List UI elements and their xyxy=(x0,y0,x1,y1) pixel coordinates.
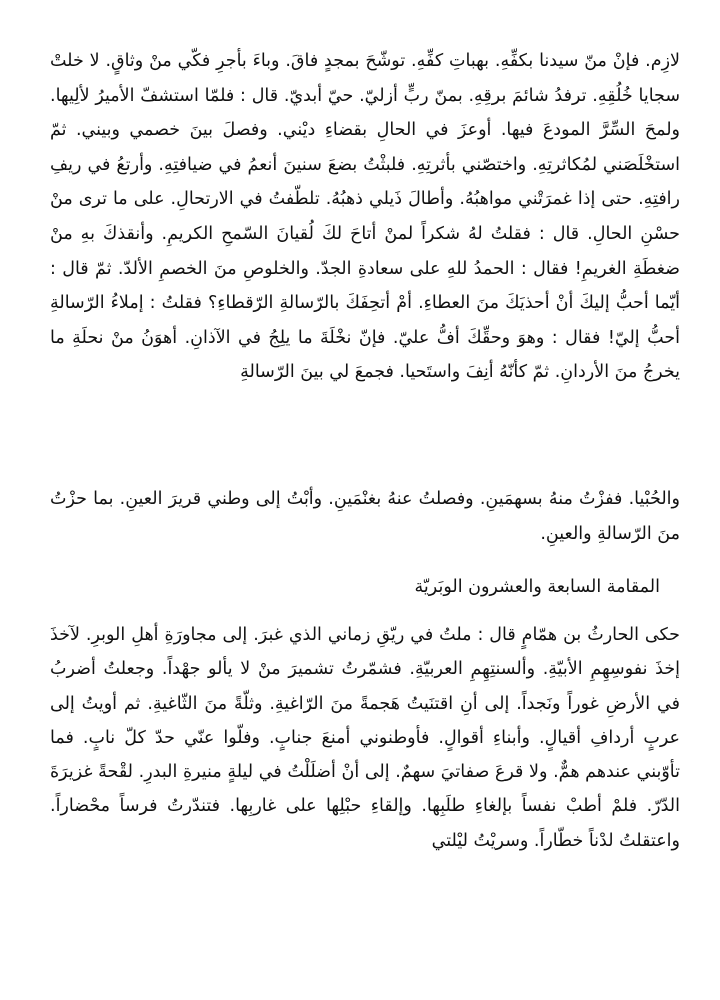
paragraph-3: حكى الحارثُ بن همّامٍ قال : ملتُ في ريّقِ زماني الذي غبرَ. إلى مجاورَةِ أهلِ الوبرِ. لآخذَ إخذَ نفوسِهِمِ الأبيّةِ. وألسنتِهِمِ العربيّةِ. فشمّرتُ تشميرَ منْ لا يألو جهْداً. وجعلتُ أضربُ في الأرضِ غوراً ونَجداً. إلى أنِ اقتنَيتُ هَجمةً منَ الرّاغيةِ. وثلّةً منَ الثّاغيةِ. ثم أويتُ إلى عربٍ أردافِ أقيالٍ. وأبناءِ أقوالٍ. فأوطنوني أمنعَ جنابٍ. وفلّوا عنّي حدّ كلّ نابٍ. فما تأوّبني عندهم همٌّ. ولا قرعَ صفاتيَ سهمٌ. إلى أنْ أضلَلْتُ في ليلةٍ منيرةِ البدرِ. لقْحةً غزيرَةَ الدّرّ. فلمْ أطبْ نفساً بإلغاءِ طلَبِها. وإلقاءِ حبْلِها على غاربِها. فتندّرتُ فرساً محْضاراً. واعتقلتُ لدْناً خطّاراً. وسريْتُ ليْلتي xyxy=(50,625,680,851)
paragraph-1: لازِم. فإنْ منّ سيدنا بكفِّهِ. بهباتِ كفِّهِ. توشّحَ بمجدٍ فاقَ. وباءَ بأجرِ فكّي منْ وثاقٍ. لا خلتْ سجايا خُلُقِهِ. ترفدُ شائمَ برقِهِ. بمنّ ربٍّ أزليّ. حيّ أبديّ. قال : فلمّا استشفّ الأميرُ لألِيها. ولمحَ السِّرَّ المودعَ فيها. أوعزَ في الحالِ بقضاءِ ديْني. وفصلَ بينَ خصمي وبيني. ثمّ استخْلَصَني لمُكاثرتِهِ. واختصّني بأثرتِهِ. فلبثْتُ بضعَ سنينَ أنعمُ في ضيافتِهِ. وأرتعُ في ريفِ رافتِهِ. حتى إذا غمرَتْني مواهبُهُ. وأطالَ ذَيلي ذهبُهُ. تلطّفتُ في الارتحالِ. على ما ترى منْ حسْنِ الحالِ. قال : فقلتُ لهُ شكراً لمنْ أتاحَ لكَ لُقيانَ السّمحِ الكريمِ. وأنقذكَ بهِ منْ ضغطَةِ الغريمِ! فقال : الحمدُ للهِ على سعادةِ الجدّ. والخلوصِ منَ الخصمِ الألدّ. ثمّ قال : أيّما أحبُّ إليكَ أنْ أحذيَكَ منَ العطاءِ. أمْ أتحِفَكَ بالرّسالةِ الرّقطاءِ؟ فقلتُ : إملاءُ الرّسالةِ أحبُّ إليّ! فقال : وهوَ وحقِّكَ أفُّ عليّ. فإنّ نخْلَةَ ما يلِجُ في الآذانِ. أهوَنُ منْ نحلَةِ ما يخرجُ منَ الأردانِ. ثمّ كأنّهُ أنِفَ واستَحيا. فجمعَ لي بينَ الرّسالةِ xyxy=(50,51,680,383)
section-heading: المقامة السابعة والعشرون الوبَريّة xyxy=(414,577,660,597)
paragraph-2: والحُبْيا. ففزْتُ منهُ بسهمَينِ. وفصلتُ عنهُ بغنْمَينِ. وأبْتُ إلى وطني قريرَ العينِ. بما حزْتُ منَ الرّسالةِ والعينِ. xyxy=(50,489,680,544)
